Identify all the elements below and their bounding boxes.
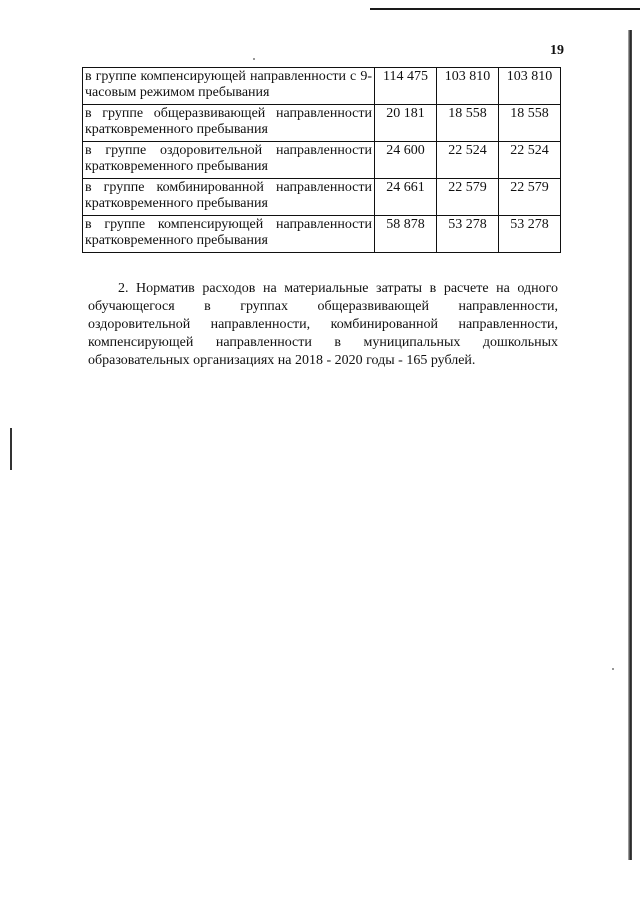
value-2018: 20 181 <box>375 105 437 142</box>
value-2020: 53 278 <box>499 216 561 253</box>
value-2018: 114 475 <box>375 68 437 105</box>
value-2020: 103 810 <box>499 68 561 105</box>
scan-speck <box>612 668 614 670</box>
expense-norm-paragraph: 2. Норматив расходов на материальные затраты в расчете на одного обучающегося в группах общеразвивающей направленности, оздоровительной направленности, комбинированной направленности, компенсирующей направленности в муниципальных дошкольных образовательных организациях на 2018 - 2020 годы - 165 рублей. <box>88 281 558 368</box>
value-2019: 103 810 <box>437 68 499 105</box>
row-label: в группе компенсирующей направленности с 9-часовым режимом пребывания <box>83 68 375 105</box>
scan-artifact-left-mark <box>10 428 12 470</box>
table-row <box>83 179 561 216</box>
value-2019: 22 524 <box>437 142 499 179</box>
value-2020: 18 558 <box>499 105 561 142</box>
table-row <box>83 105 561 142</box>
value-2018: 24 661 <box>375 179 437 216</box>
table-row <box>83 68 561 105</box>
row-label: в группе комбинированной направленности кратковременного пребывания <box>83 179 375 216</box>
page-number: 19 <box>550 43 564 58</box>
scan-speck <box>253 58 255 60</box>
row-label: в группе общеразвивающей направленности кратковременного пребывания <box>83 105 375 142</box>
value-2019: 53 278 <box>437 216 499 253</box>
value-2018: 58 878 <box>375 216 437 253</box>
scan-artifact-right-edge <box>628 30 632 860</box>
scan-artifact-top-line <box>370 8 640 10</box>
table-row <box>83 216 561 253</box>
value-2020: 22 524 <box>499 142 561 179</box>
table-row <box>83 142 561 179</box>
norms-table <box>82 67 561 253</box>
value-2019: 18 558 <box>437 105 499 142</box>
row-label: в группе компенсирующей направленности кратковременного пребывания <box>83 216 375 253</box>
value-2019: 22 579 <box>437 179 499 216</box>
row-label: в группе оздоровительной направленности кратковременного пребывания <box>83 142 375 179</box>
value-2018: 24 600 <box>375 142 437 179</box>
value-2020: 22 579 <box>499 179 561 216</box>
